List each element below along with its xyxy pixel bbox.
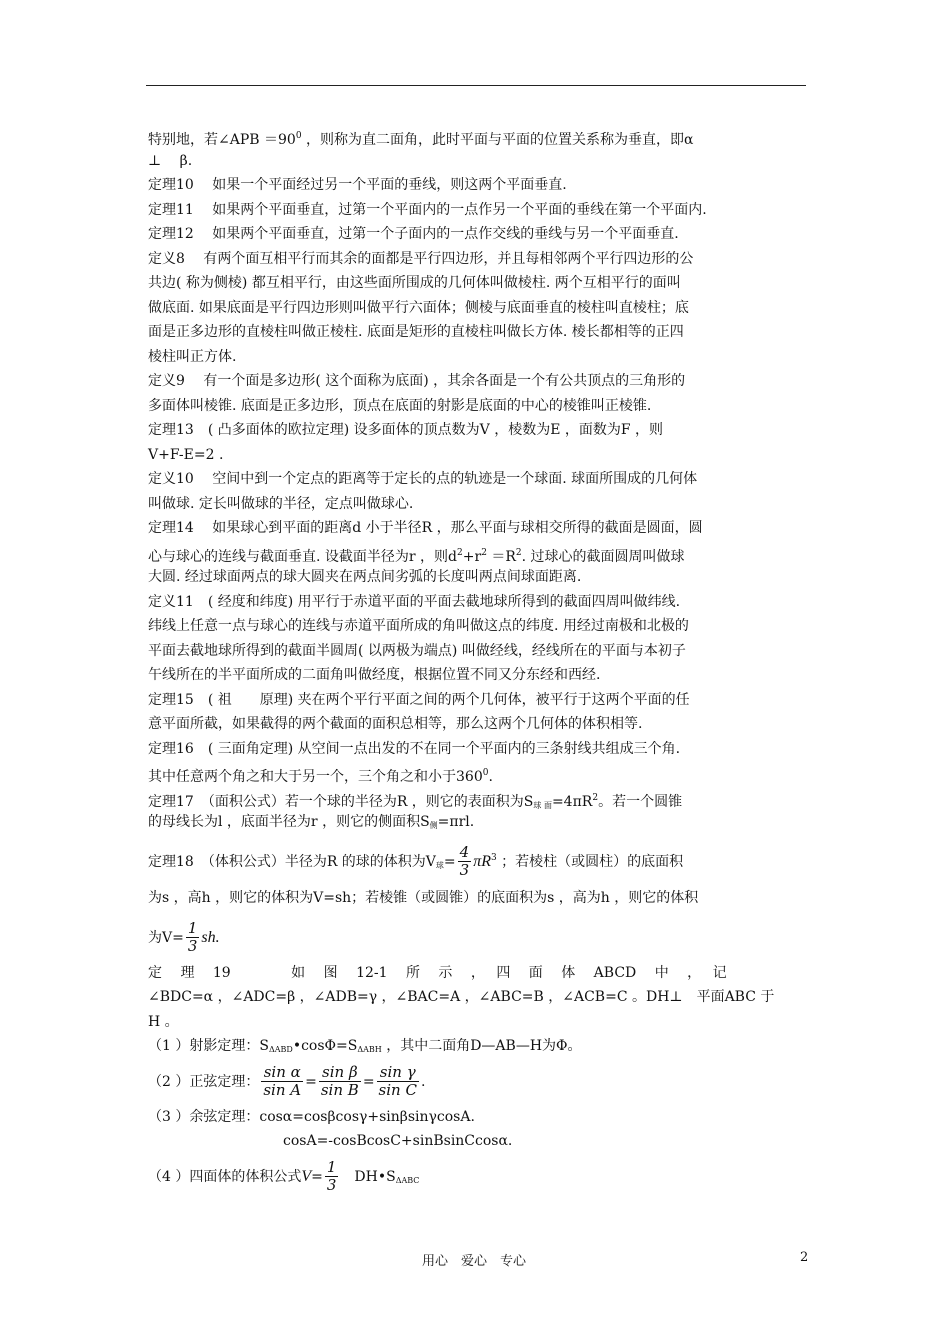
theorem-16: 定理16 ( 三面角定理) 从空间一点出发的不在同一个平面内的三条射线共组成三个角. bbox=[148, 740, 681, 757]
page-number: 2 bbox=[800, 1250, 809, 1265]
text: 特别地，若∠APB ＝90 bbox=[148, 132, 296, 148]
paragraph-line: ∠BDC=α ，∠ADC=β ，∠ADB=γ ，∠BAC=A ，∠ABC=B ，∠ACB=C 。DH⊥ 平面ABC 于 bbox=[148, 989, 775, 1005]
sine-theorem bbox=[148, 1059, 808, 1105]
paragraph-line: ⊥ β. bbox=[148, 152, 193, 169]
fraction-denominator: 3 bbox=[459, 861, 470, 879]
equals-sign: = bbox=[311, 1168, 323, 1185]
paragraph-line bbox=[148, 810, 808, 835]
definition-10: 定义10 空间中到一个定点的距离等于定长的点的轨迹是一个球面. 球面所围成的几何体 bbox=[148, 471, 698, 487]
paragraph-line: cosA=-cosBcosC+sinBsinCcosα. bbox=[283, 1133, 513, 1149]
fraction bbox=[261, 1064, 303, 1099]
volume-formula bbox=[148, 1154, 808, 1200]
paragraph-line: 棱柱叫正方体. bbox=[148, 348, 237, 365]
text: 的母线长为l ，底面半径为r ，则它的侧面积S bbox=[148, 814, 430, 830]
theorem-18 bbox=[148, 835, 808, 881]
fraction-numerator: 1 bbox=[187, 919, 198, 937]
text: •cosΦ=S bbox=[292, 1038, 358, 1054]
projection-theorem bbox=[148, 1034, 808, 1059]
math-expression: sh. bbox=[201, 928, 220, 946]
paragraph-line: 共边( 称为侧棱) 都互相平行，由这些面所围成的几何体叫做棱柱. 两个互相平行的面叫 bbox=[148, 275, 681, 291]
paragraph-line bbox=[148, 761, 808, 786]
fraction bbox=[458, 844, 472, 879]
math-expression: πR bbox=[473, 852, 491, 870]
equals-sign: = bbox=[443, 853, 456, 870]
theorem-15: 定理15 ( 祖 原理) 夹在两个平行平面之间的两个几何体，被平行于这两个平面的任 bbox=[148, 691, 690, 708]
fraction-numerator: sin β bbox=[319, 1064, 361, 1082]
fraction-denominator: sin A bbox=[263, 1081, 302, 1099]
text: DH•S bbox=[340, 1168, 396, 1185]
text: 定理18 （体积公式）半径为R 的球的体积为V bbox=[148, 853, 436, 870]
paragraph-line bbox=[148, 541, 808, 566]
paragraph-line: 为s ，高h ，则它的体积为V=sh；若棱锥（或圆锥）的底面积为s ，高为h ，则它的体积 bbox=[148, 889, 699, 906]
equals-sign: = bbox=[362, 1073, 375, 1090]
theorem-19: 定 理 19 如 图 12-1 所 示 ， 四 面 体 ABCD 中 ， 记 bbox=[148, 964, 727, 981]
superscript: 0 bbox=[482, 768, 489, 778]
text: （1 ）射影定理：S bbox=[148, 1038, 269, 1054]
fraction-denominator: sin C bbox=[378, 1081, 417, 1099]
text: 其中任意两个角之和大于另一个，三个角之和小于360 bbox=[148, 769, 483, 785]
fraction bbox=[186, 920, 200, 955]
paragraph-line: H 。 bbox=[148, 1013, 179, 1030]
paragraph-line: 意平面所截，如果截得的两个截面的面积总相等，那么这两个几何体的体积相等. bbox=[148, 716, 643, 732]
text: 。若一个圆锥 bbox=[598, 793, 683, 810]
text: ，其中二面角D—AB—H为Φ。 bbox=[381, 1038, 582, 1054]
subscript: 侧 bbox=[429, 821, 438, 830]
fraction-denominator: 3 bbox=[326, 1176, 337, 1194]
text: ＝R bbox=[486, 548, 516, 565]
theorem-12: 定理12 如果两个平面垂直，过第一个子面内的一点作交线的垂线与另一个平面垂直. bbox=[148, 226, 679, 242]
text: （2 ）正弦定理： bbox=[148, 1073, 260, 1090]
text: （4 ）四面体的体积公式 bbox=[148, 1168, 302, 1185]
text: . bbox=[420, 1073, 426, 1090]
header-rule bbox=[146, 85, 806, 86]
theorem-17 bbox=[148, 786, 808, 811]
paragraph-line: V+F-E=2 . bbox=[148, 446, 224, 463]
text: ，则称为直二面角，此时平面与平面的位置关系称为垂直，即α bbox=[301, 132, 694, 148]
theorem-10: 定理10 如果一个平面经过另一个平面的垂线，则这两个平面垂直. bbox=[148, 177, 567, 193]
text: 为V= bbox=[148, 929, 184, 946]
superscript: 2 bbox=[457, 547, 463, 558]
fraction bbox=[319, 1064, 361, 1099]
math-expression: V bbox=[301, 1167, 312, 1185]
text: . 过球心的截面圆周叫做球 bbox=[521, 548, 685, 565]
text: =4πR bbox=[551, 793, 593, 810]
theorem-14: 定理14 如果球心到平面的距离d 小于半径R ，那么平面与球相交所得的截面是圆面，圆 bbox=[148, 520, 703, 536]
text: 心与球心的连线与截面垂直. 设截面半径为r ，则d bbox=[148, 548, 458, 565]
cosine-theorem: （3 ）余弦定理：cosα=cosβcosγ+sinβsinγcosA. bbox=[148, 1108, 475, 1125]
subscript: ΔABC bbox=[395, 1175, 420, 1185]
equals-sign: = bbox=[305, 1073, 317, 1090]
paragraph-line: 大圆. 经过球面两点的球大圆夹在两点间劣弧的长度叫两点间球面距离. bbox=[148, 569, 582, 585]
subscript: ΔABD bbox=[268, 1045, 293, 1054]
text: . bbox=[488, 769, 493, 785]
paragraph-line: 平面去截地球所得到的截面半圆周( 以两极为端点) 叫做经线，经线所在的平面与本初子 bbox=[148, 642, 686, 659]
theorem-11: 定理11 如果两个平面垂直，过第一个平面内的一点作另一个平面的垂线在第一个平面内. bbox=[148, 201, 707, 218]
paragraph-line: 面是正多边形的直棱柱叫做正棱柱. 底面是矩形的直棱柱叫做长方体. 棱长都相等的正四 bbox=[148, 324, 684, 340]
footer-slogan: 用心 爱心 专心 bbox=[422, 1254, 527, 1269]
paragraph-line bbox=[148, 915, 808, 961]
paragraph-line: 多面体叫棱锥. 底面是正多边形，顶点在底面的射影是底面的中心的棱锥叫正棱锥. bbox=[148, 397, 652, 414]
text: ；若棱柱（或圆柱）的底面积 bbox=[496, 853, 684, 870]
theorem-13: 定理13 ( 凸多面体的欧拉定理) 设多面体的顶点数为V ，棱数为E ，面数为F ，则 bbox=[148, 422, 664, 438]
subscript: ΔABH bbox=[357, 1045, 382, 1054]
fraction-numerator: sin γ bbox=[377, 1064, 419, 1082]
definition-11: 定义11 ( 经度和纬度) 用平行于赤道平面的平面去截地球所得到的截面四周叫做纬线. bbox=[148, 593, 681, 610]
fraction-numerator: 4 bbox=[459, 843, 470, 861]
fraction-denominator: 3 bbox=[187, 937, 198, 955]
text: =πrl. bbox=[437, 814, 475, 830]
fraction bbox=[377, 1064, 419, 1099]
superscript: 2 bbox=[481, 547, 487, 558]
document-body bbox=[148, 124, 808, 1200]
paragraph-line: 纬线上任意一点与球心的连线与赤道平面所成的角叫做这点的纬度. 用经过南极和北极的 bbox=[148, 618, 689, 634]
fraction bbox=[325, 1159, 339, 1194]
definition-9: 定义9 有一个面是多边形( 这个面称为底面) ，其余各面是一个有公共顶点的三角形的 bbox=[148, 373, 686, 389]
fraction-numerator: sin α bbox=[261, 1064, 303, 1082]
subscript: 球 面 bbox=[533, 800, 552, 810]
definition-8: 定义8 有两个面互相平行而其余的面都是平行四边形，并且每相邻两个平行四边形的公 bbox=[148, 250, 694, 267]
superscript: 3 bbox=[491, 852, 497, 863]
text: +r bbox=[462, 548, 482, 565]
paragraph-line: 叫做球. 定长叫做球的半径，定点叫做球心. bbox=[148, 495, 414, 512]
fraction-denominator: sin B bbox=[320, 1081, 359, 1099]
subscript: 球 bbox=[435, 860, 444, 870]
paragraph-line: 做底面. 如果底面是平行四边形则叫做平行六面体；侧棱与底面垂直的棱柱叫直棱柱；底 bbox=[148, 299, 689, 316]
superscript: 2 bbox=[515, 547, 522, 558]
superscript: 0 bbox=[295, 131, 302, 141]
fraction-numerator: 1 bbox=[326, 1158, 337, 1176]
superscript: 2 bbox=[592, 792, 599, 803]
paragraph-line: 午线所在的半平面所成的二面角叫做经度，根据位置不同又分东经和西经. bbox=[148, 667, 601, 683]
paragraph-line bbox=[148, 124, 808, 149]
text: 定理17 （面积公式）若一个球的半径为R ，则它的表面积为S bbox=[148, 793, 534, 810]
